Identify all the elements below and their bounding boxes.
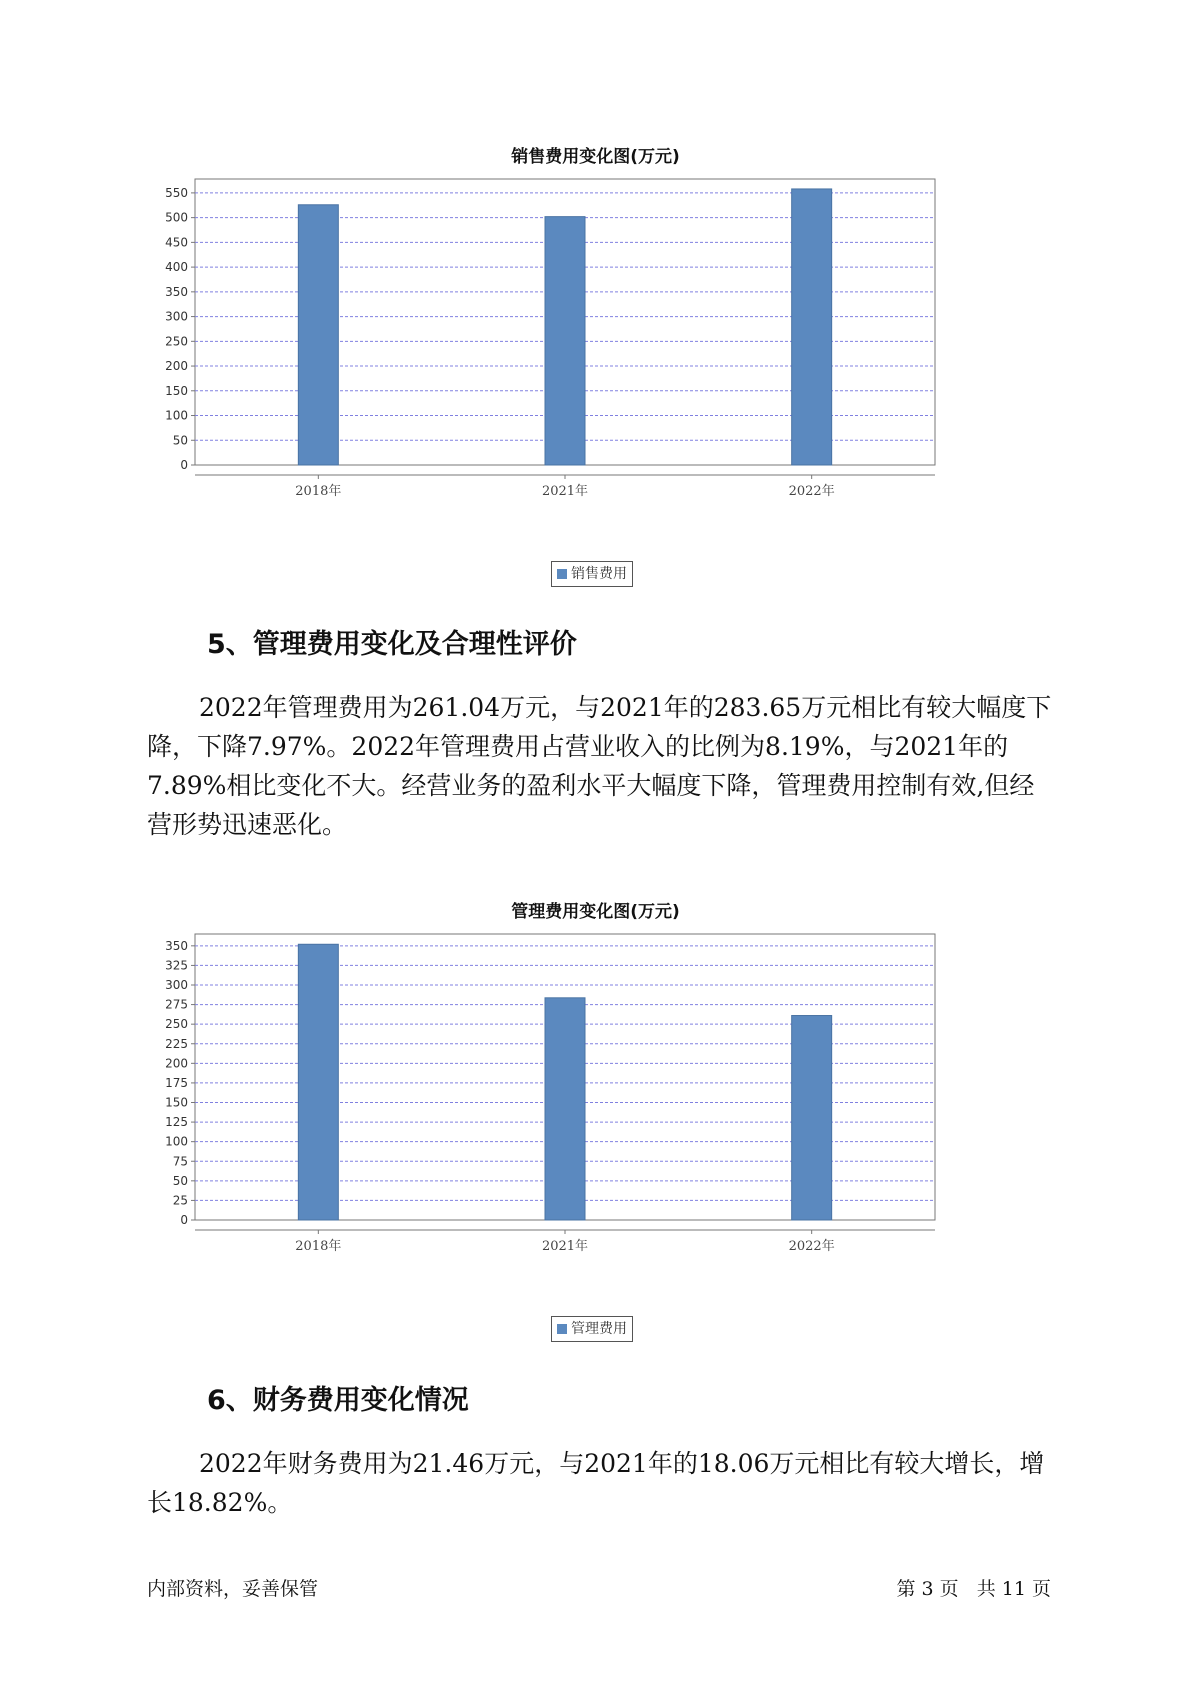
y-tick-label: 200 — [165, 1056, 188, 1071]
chart-title-admin: 管理费用变化图(万元) — [511, 902, 680, 922]
y-tick-label: 275 — [165, 997, 188, 1012]
y-tick-label: 0 — [180, 458, 188, 472]
x-tick-label: 2021年 — [541, 484, 589, 499]
y-tick-label: 125 — [165, 1115, 188, 1130]
section-5-text: 2022年管理费用为261.04万元，与2021年的283.65万元相比有较大幅度下降，下降7.97%。2022年管理费用占营业收入的比例为8.19%，与2021年的7.89%相比变化不大。经营业务的盈利水平大幅度下降，管理费用控制有效,但经营形势迅速恶化。 — [147, 693, 1052, 839]
y-tick-label: 350 — [165, 938, 188, 953]
section-6-text: 2022年财务费用为21.46万元，与2021年的18.06万元相比有较大增长，增长18.82%。 — [147, 1449, 1045, 1517]
legend-label: 管理费用 — [571, 1321, 627, 1337]
y-tick-label: 225 — [165, 1036, 188, 1051]
y-tick-label: 500 — [165, 210, 188, 225]
sales-expense-chart — [150, 175, 1020, 499]
legend-sales — [551, 561, 633, 587]
y-tick-label: 150 — [165, 1095, 188, 1110]
bar-2018年 — [298, 944, 338, 1220]
x-tick-label: 2022年 — [788, 484, 835, 499]
y-tick-label: 50 — [172, 1173, 188, 1188]
legend-swatch — [557, 569, 567, 579]
y-tick-label: 0 — [180, 1213, 188, 1227]
section-5-paragraph — [147, 688, 1052, 844]
section-6-heading: 6、财务费用变化情况 — [207, 1385, 469, 1416]
bar-2021年 — [545, 998, 585, 1220]
y-tick-label: 100 — [165, 1134, 188, 1149]
y-tick-label: 200 — [165, 359, 188, 374]
y-tick-label: 250 — [165, 334, 188, 349]
section-5-heading: 5、管理费用变化及合理性评价 — [207, 629, 577, 660]
y-tick-label: 550 — [165, 185, 188, 200]
y-tick-label: 25 — [172, 1193, 188, 1208]
legend-label: 销售费用 — [571, 566, 627, 582]
y-tick-label: 100 — [165, 408, 188, 423]
y-tick-label: 300 — [165, 978, 188, 992]
y-tick-label: 250 — [165, 1017, 188, 1032]
x-tick-label: 2021年 — [541, 1239, 589, 1254]
y-tick-label: 350 — [165, 284, 188, 299]
bar-2021年 — [545, 217, 585, 465]
footer-page-number: 第 3 页 共 11 页 — [896, 1578, 1051, 1600]
chart-title-sales: 销售费用变化图(万元) — [511, 147, 680, 167]
x-tick-label: 2018年 — [295, 1239, 342, 1254]
bar-2022年 — [792, 189, 832, 465]
y-tick-label: 175 — [165, 1075, 188, 1090]
y-tick-label: 300 — [165, 309, 188, 324]
admin-expense-chart — [150, 930, 1020, 1254]
legend-admin — [551, 1316, 633, 1342]
y-tick-label: 325 — [165, 958, 188, 973]
y-tick-label: 450 — [165, 235, 188, 250]
x-tick-label: 2022年 — [788, 1239, 835, 1254]
legend-swatch — [557, 1324, 567, 1334]
bar-2022年 — [792, 1016, 832, 1220]
footer-confidential: 内部资料，妥善保管 — [147, 1578, 319, 1600]
section-6-paragraph — [147, 1444, 1052, 1522]
bar-2018年 — [298, 205, 338, 465]
x-tick-label: 2018年 — [295, 484, 342, 499]
y-tick-label: 75 — [172, 1154, 188, 1169]
y-tick-label: 50 — [172, 433, 188, 448]
y-tick-label: 150 — [165, 383, 188, 398]
y-tick-label: 400 — [165, 260, 188, 275]
